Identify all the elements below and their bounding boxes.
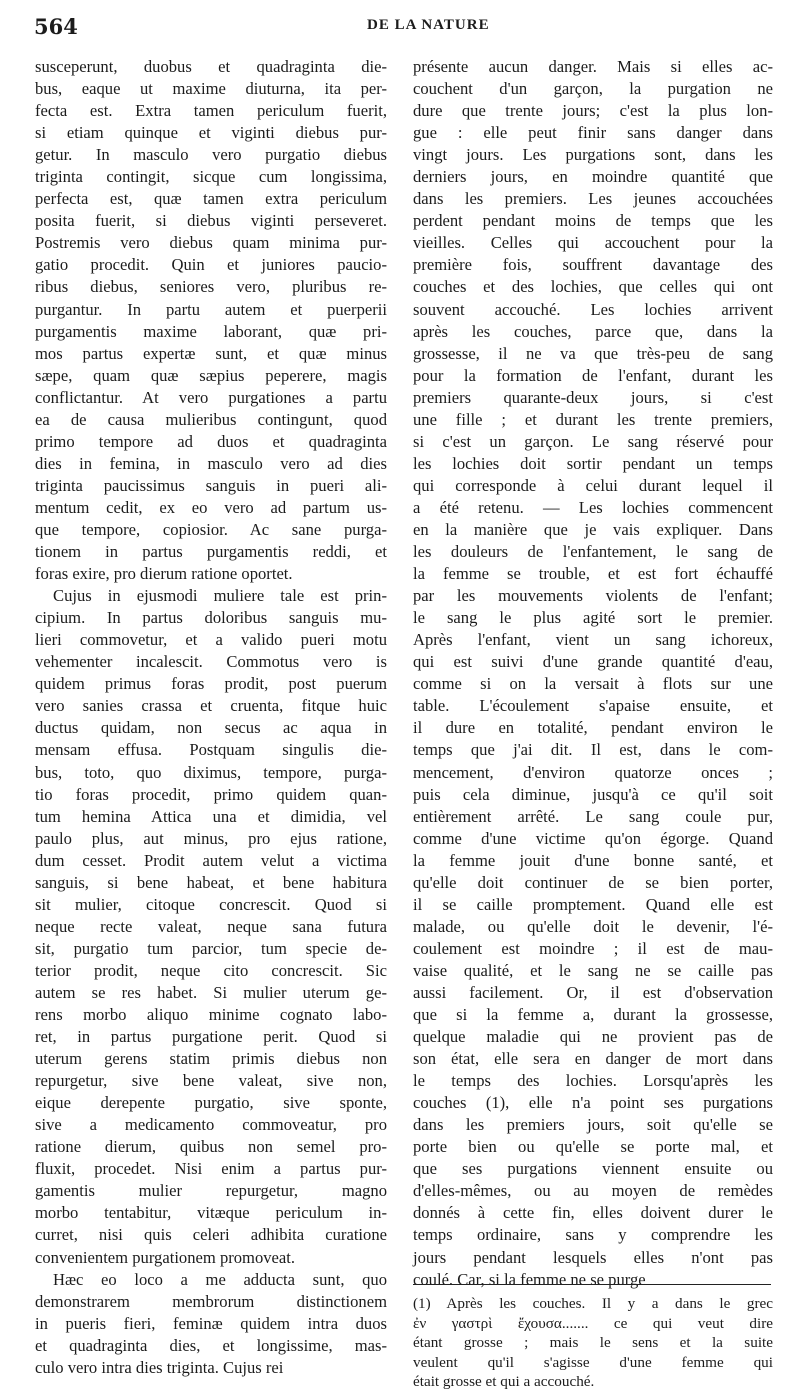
latin-text-line: triginta paucissimus sanguis in pueri ali-	[35, 475, 387, 495]
french-text-line: aussi facilement. Or, il est d'observation	[413, 982, 773, 1002]
french-text-line: vieilles. Celles qui accouchent pour la	[413, 233, 773, 253]
french-text-line: perdent pendant moins de temps que les	[413, 211, 773, 231]
latin-text-line: sit, purgatio tum parcior, tum specie de-	[35, 938, 387, 958]
french-text-line: qui est suivi d'une grande quantité d'eau,	[413, 652, 773, 672]
french-text-line: couches et des lochies, que celles qui ont	[413, 277, 773, 297]
french-text-line: si c'est un garçon. Le sang réservé pour	[413, 431, 773, 451]
latin-text-line: posita fuerit, si diebus viginti perseveret.	[35, 211, 387, 231]
french-text-line: a été retenu. — Les lochies commencent	[413, 497, 773, 517]
french-text-line: la femme jouit d'une bonne santé, et	[413, 850, 773, 870]
french-text-line: il dure en totalité, pendant environ le	[413, 718, 773, 738]
french-text-line: pour la formation de l'enfant, durant les	[413, 365, 773, 385]
french-text-line: après les couches, parce que, dans la	[413, 321, 773, 341]
french-text-line: couches (1), elle n'a point ses purgations	[413, 1093, 773, 1113]
french-text-line: coulé. Car, si la femme ne se purge	[413, 1269, 646, 1289]
french-text-line: comme d'une victime qu'on égorge. Quand	[413, 828, 773, 848]
latin-text-line: ratione dierum, quibus non semel pro-	[35, 1137, 387, 1157]
french-translation-column	[413, 56, 773, 1291]
french-text-line: en la manière que je vais expliquer. Dans	[413, 519, 773, 539]
footnote-divider	[413, 1284, 771, 1285]
latin-text-line: dum cesset. Prodit autem velut a victima	[35, 850, 387, 870]
latin-text-line: convenientem purgationem promoveat.	[35, 1247, 296, 1267]
latin-text-line: purgantur. In partu autem et puerperii	[35, 299, 387, 319]
latin-text-column	[35, 56, 387, 1379]
latin-text-line: conflictantur. At vero purgationes a partu	[35, 387, 387, 407]
french-text-line: entièrement arrêté. Le sang coule pur,	[413, 806, 773, 826]
french-text-line: quelque maladie qui ne provient pas de	[413, 1027, 773, 1047]
latin-text-line: sanguis, si bene habeat, et bene habitura	[35, 872, 387, 892]
french-text-line: première fois, souffrent davantage des	[413, 255, 773, 275]
latin-text-line: et quadraginta dies, et longissime, mas-	[35, 1335, 387, 1355]
latin-text-line: repurgetur, sive bene valeat, sive non,	[35, 1071, 387, 1091]
latin-text-line: gamentis mulier repurgetur, magno	[35, 1181, 387, 1201]
footnote-line: veulent qu'il s'agisse d'une femme qui	[413, 1353, 773, 1371]
french-text-line: temps ordinaire, sans y comprendre les	[413, 1225, 773, 1245]
latin-text-line: ribus diebus, seniores vero, pluribus re-	[35, 277, 387, 297]
french-text-line: présente aucun danger. Mais si elles ac-	[413, 57, 773, 76]
latin-text-line: fecta est. Extra tamen periculum fuerit,	[35, 101, 387, 121]
latin-text-line: quidem primus foras prodit, post puerum	[35, 674, 387, 694]
latin-text-line: morbo tentabitur, vitæque periculum in-	[35, 1203, 387, 1223]
latin-text-line: Postremis vero diebus quam minima pur-	[35, 233, 387, 253]
latin-text-line: sive a medicamento commoveatur, pro	[35, 1115, 387, 1135]
french-text-line: la femme se trouble, et est fort échauffé	[413, 564, 773, 584]
latin-text-line: bus, toto, quo diximus, tempore, purga-	[35, 762, 387, 782]
french-text-line: porte bien ou qu'elle se porte mal, et	[413, 1137, 773, 1157]
french-text-line: puis cela diminue, jusqu'à ce qu'il soit	[413, 784, 773, 804]
french-text-line: derniers jours, en moindre quantité que	[413, 167, 773, 187]
latin-text-line: eique derepente purgatio, sive sponte,	[35, 1093, 387, 1113]
french-text-line: que si la femme a, durant la grossesse,	[413, 1005, 773, 1025]
footnote-line: était grosse et qui a accouché.	[413, 1373, 595, 1390]
latin-text-line: susceperunt, duobus et quadraginta die-	[35, 57, 387, 76]
latin-text-line: bus, eaque ut maxime diuturna, ita per-	[35, 79, 387, 99]
latin-text-line: triginta contingit, sicque cum longissima,	[35, 167, 387, 187]
latin-text-line: primo tempore ad duos et quadraginta	[35, 431, 387, 451]
latin-text-line: ductus quidam, non secus ac aqua in	[35, 718, 387, 738]
latin-text-line: neque recte valeat, neque sana futura	[35, 916, 387, 936]
latin-text-line: in pueris fieri, feminæ quidem intra duos	[35, 1313, 387, 1333]
french-text-line: comme si on la versait à flots sur une	[413, 674, 773, 694]
french-text-line: coulement est moindre ; il est de mau-	[413, 938, 773, 958]
french-text-line: temps que j'ai dit. Il est, dans le com-	[413, 740, 773, 760]
page-header	[34, 14, 770, 40]
french-text-line: vingt jours. Les purgations sont, dans les	[413, 145, 773, 165]
french-text-line: malade, ou qu'elle doit le devenir, l'é-	[413, 916, 773, 936]
latin-text-line: curret, nisi quis celeri adhibita curatione	[35, 1225, 387, 1245]
latin-text-line: purgamentis maxime laborant, quæ pri-	[35, 321, 387, 341]
french-text-line: couchent d'un garçon, la purgation ne	[413, 79, 773, 99]
latin-text-line: Cujus in ejusmodi muliere tale est prin-	[53, 586, 387, 606]
french-text-line: dure que trente jours; c'est la plus lon-	[413, 101, 773, 121]
latin-text-line: cipium. In partus doloribus sanguis mu-	[35, 608, 387, 628]
french-text-line: une fille ; et durant les trente premiers,	[413, 409, 773, 429]
latin-text-line: getur. In masculo vero purgatio diebus	[35, 145, 387, 165]
french-text-line: les douleurs de l'enfantement, le sang de	[413, 542, 773, 562]
footnote-line: étant grosse ; mais le sens et la suite	[413, 1334, 773, 1351]
french-text-line: par les mouvements violents de l'enfant;	[413, 586, 773, 606]
french-text-line: que ses purgations viennent ensuite ou	[413, 1159, 773, 1179]
latin-text-line: paulo plus, aut minus, pro ejus ratione,	[35, 828, 387, 848]
latin-text-line: dies in femina, in masculo vero ad dies	[35, 453, 387, 473]
french-text-line: premiers quarante-deux jours, si c'est	[413, 387, 773, 407]
french-text-line: jours pendant lesquels elles n'ont pas	[413, 1247, 773, 1267]
french-text-line: les lochies doit sortir pendant un temps	[413, 453, 773, 473]
latin-text-line: mos partus expertæ sunt, et quæ minus	[35, 343, 387, 363]
french-text-line: gue : elle peut finir sans danger dans	[413, 123, 773, 143]
latin-text-line: ret, in partus purgatione perit. Quod si	[35, 1027, 387, 1047]
latin-text-line: culo vero intra dies triginta. Cujus rei	[35, 1357, 284, 1377]
latin-text-line: ea de causa mulieribus contingunt, quod	[35, 409, 387, 429]
french-text-line: grossesse, il ne va que très-peu de sang	[413, 343, 773, 363]
latin-text-line: tio foras procedit, primo quidem quan-	[35, 784, 387, 804]
french-text-line: vaise qualité, et le sang ne se caille pas	[413, 960, 773, 980]
latin-text-line: foras exire, pro dierum ratione oportet.	[35, 564, 293, 584]
page-number: 564	[34, 14, 78, 39]
french-text-line: Après l'enfant, vient un sang ichoreux,	[413, 630, 773, 650]
latin-text-line: autem se res habet. Si mulier uterum ge-	[35, 982, 387, 1002]
running-title: DE LA NATURE	[367, 17, 490, 33]
french-text-line: son état, elle sera en danger de mort dans	[413, 1049, 773, 1069]
latin-text-line: perfecta est, quæ tamen extra periculum	[35, 189, 387, 209]
latin-text-line: mensam effusa. Postquam singulis die-	[35, 740, 387, 760]
latin-text-line: vero sanies crassa et cruenta, fitque huic	[35, 696, 387, 716]
latin-text-line: fluxit, procedet. Nisi enim a partus pur-	[35, 1159, 387, 1179]
latin-text-line: mentum cedit, ex eo vero ad partum us-	[35, 497, 387, 517]
latin-text-line: lieri commovetur, et a valido pueri motu	[35, 630, 387, 650]
latin-text-line: terior prodit, neque cito concrescit. Sic	[35, 960, 387, 980]
latin-text-line: Hæc eo loco a me adducta sunt, quo	[53, 1269, 387, 1289]
latin-text-line: tionem in partus purgamentis reddi, et	[35, 542, 387, 562]
french-text-line: d'elles-mêmes, ou au moyen de remèdes	[413, 1181, 773, 1201]
french-text-line: souvent accouché. Les lochies arrivent	[413, 299, 773, 319]
footnote-line: ἐν γαστρὶ ἔχουσα....... ce qui veut dire	[413, 1314, 773, 1332]
french-text-line: le sang le plus agité sort le premier.	[413, 608, 773, 628]
latin-text-line: sæpe, quam quæ sæpius peperere, magis	[35, 365, 387, 385]
french-text-line: il se caille promptement. Quand elle est	[413, 894, 773, 914]
footnote-line: (1) Après les couches. Il y a dans le grec	[413, 1295, 773, 1312]
french-text-line: mencement, d'environ quatorze onces ;	[413, 762, 773, 782]
french-text-line: qu'elle doit continuer de se bien porter,	[413, 872, 773, 892]
latin-text-line: tum hemina Attica una et dimidia, vel	[35, 806, 387, 826]
latin-text-line: que tempore, copiosior. Ac sane purga-	[35, 519, 387, 539]
latin-text-line: vehementer incalescit. Commotus vero is	[35, 652, 387, 672]
latin-text-line: sit mulier, citoque concrescit. Quod si	[35, 894, 387, 914]
footnote	[413, 1294, 773, 1392]
french-text-line: dans les premiers jours, soit qu'elle se	[413, 1115, 773, 1135]
french-text-line: donnés à cette fin, elles doivent durer le	[413, 1203, 773, 1223]
french-text-line: le temps des lochies. Lorsqu'après les	[413, 1071, 773, 1091]
french-text-line: qui corresponde à celui durant lequel il	[413, 475, 773, 495]
french-text-line: dans les premiers. Les jeunes accouchées	[413, 189, 773, 209]
french-text-line: table. L'écoulement s'apaise ensuite, et	[413, 696, 773, 716]
latin-text-line: rens morbo aliquo minime cognato labo-	[35, 1005, 387, 1025]
latin-text-line: gatio procedit. Quin et juniores paucio-	[35, 255, 387, 275]
latin-text-line: si etiam quinque et viginti diebus pur-	[35, 123, 387, 143]
latin-text-line: uterum gerens statim primis diebus non	[35, 1049, 387, 1069]
latin-text-line: demonstrarem membrorum distinctionem	[35, 1291, 387, 1311]
